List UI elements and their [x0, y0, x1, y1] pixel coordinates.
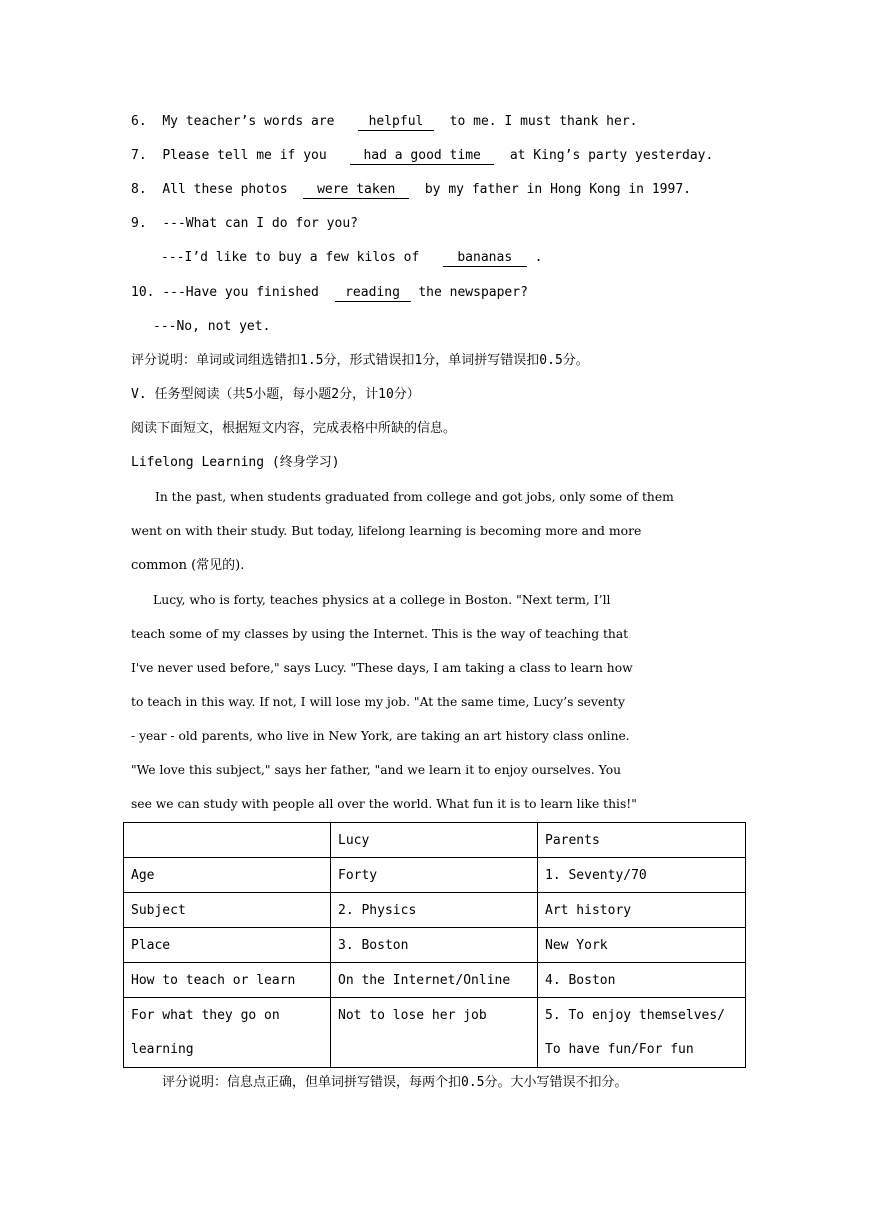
- table-cell: Not to lose her job: [331, 998, 538, 1068]
- passage-line: I've never used before," says Lucy. "These days, I am taking a class to learn how: [131, 661, 633, 675]
- question-9-response: ---I’d like to buy a few kilos of bananas .: [161, 250, 543, 265]
- table-cell: Art history: [538, 893, 746, 928]
- passage-title: Lifelong Learning (终身学习): [131, 455, 340, 470]
- table-cell: 5. To enjoy themselves/ To have fun/For fun: [538, 998, 746, 1068]
- table-cell: Lucy: [331, 823, 538, 858]
- table-cell: On the Internet/Online: [331, 963, 538, 998]
- table-row: [124, 998, 746, 1068]
- table-row: [124, 893, 746, 928]
- question-8: 8. All these photos were taken by my father in Hong Kong in 1997.: [131, 182, 691, 197]
- table-cell: Subject: [124, 893, 331, 928]
- table-cell: 2. Physics: [331, 893, 538, 928]
- passage-line: went on with their study. But today, lifelong learning is becoming more and more: [131, 523, 642, 538]
- table-cell: For what they go on learning: [124, 998, 331, 1068]
- scoring-note-2: 评分说明：信息点正确，但单词拼写错误，每两个扣0.5分。大小写错误不扣分。: [162, 1075, 628, 1090]
- question-10: 10. ---Have you finished reading the newspaper?: [131, 285, 528, 300]
- table-header-row: [124, 823, 746, 858]
- instruction: 阅读下面短文，根据短文内容，完成表格中所缺的信息。: [131, 421, 457, 436]
- question-10-response: ---No, not yet.: [153, 319, 271, 334]
- table-cell: Age: [124, 858, 331, 893]
- passage-line: teach some of my classes by using the Internet. This is the way of teaching that: [131, 627, 629, 641]
- scoring-note: 评分说明：单词或词组选错扣1.5分，形式错误扣1分，单词拼写错误扣0.5分。: [131, 353, 589, 368]
- table-cell: Place: [124, 928, 331, 963]
- passage-line: In the past, when students graduated from college and got jobs, only some of them: [155, 490, 674, 504]
- section-title: V. 任务型阅读（共5小题，每小题2分，计10分）: [131, 387, 420, 402]
- table-cell: 3. Boston: [331, 928, 538, 963]
- table-cell: How to teach or learn: [124, 963, 331, 998]
- question-9: 9. ---What can I do for you?: [131, 216, 358, 231]
- passage-line: common (常见的).: [131, 558, 245, 573]
- passage-line: "We love this subject," says her father, "and we learn it to enjoy ourselves. You: [131, 763, 622, 777]
- table-row: [124, 928, 746, 963]
- answer-blank: were taken: [303, 182, 409, 199]
- table-cell: Parents: [538, 823, 746, 858]
- table-row: [124, 858, 746, 893]
- answer-blank: bananas: [443, 250, 527, 267]
- question-6: 6. My teacher’s words are helpful to me. I must thank her.: [131, 114, 638, 129]
- answer-blank: reading: [335, 285, 411, 302]
- table-cell: [124, 823, 331, 858]
- passage-line: Lucy, who is forty, teaches physics at a college in Boston. "Next term, I’ll: [153, 592, 611, 607]
- table-cell: 4. Boston: [538, 963, 746, 998]
- answer-blank: helpful: [358, 114, 434, 131]
- answer-blank: had a good time: [350, 148, 494, 165]
- table-cell: 1. Seventy/70: [538, 858, 746, 893]
- passage-line: see we can study with people all over the world. What fun it is to learn like this!": [131, 797, 637, 811]
- info-table: [123, 822, 746, 1068]
- question-7: 7. Please tell me if you had a good time at King’s party yesterday.: [131, 148, 714, 163]
- passage-line: to teach in this way. If not, I will lose my job. "At the same time, Lucy’s seventy: [131, 695, 625, 709]
- table-cell: Forty: [331, 858, 538, 893]
- table-row: [124, 963, 746, 998]
- passage-line: - year - old parents, who live in New York, are taking an art history class online.: [131, 729, 630, 743]
- table-cell: New York: [538, 928, 746, 963]
